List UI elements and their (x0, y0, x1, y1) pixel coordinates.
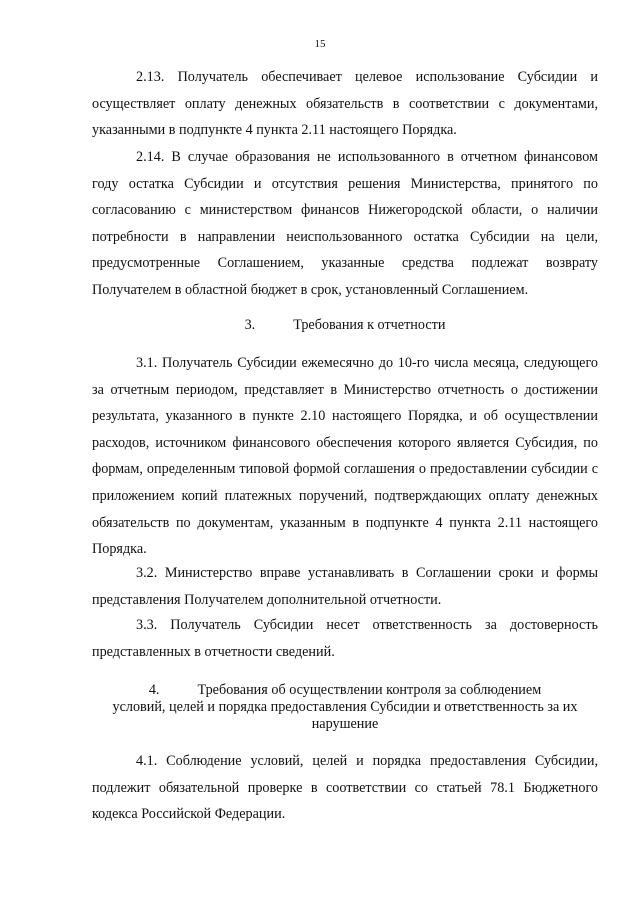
paragraph-3-1: 3.1. Получатель Субсидии ежемесячно до 10-го числа месяца, следующего за отчетным периодом, представляет в Министерство отчетность о достижении результата, указанного в пункте 2.10 настоящего Порядка, и об осуществлении расходов, источником финансового обеспечения которого является Субсидия, по формам, определенным типовой формой соглашения о предоставлении субсидии с приложением копий платежных поручений, подтверждающих оплату денежных обязательств по документам, указанным в подпункте 4 пункта 2.11 настоящего Порядка. (92, 355, 598, 558)
paragraph-4-1: 4.1. Соблюдение условий, целей и порядка предоставления Субсидии, подлежит обязательной проверке в соответствии со статьей 78.1 Бюджетного кодекса Российской Федерации. (92, 753, 598, 823)
section-4-title-line1: 4. Требования об осуществлении контроля за соблюдением (148, 682, 542, 698)
section-4-heading (92, 682, 598, 733)
section-4-title-line2: условий, целей и порядка предоставления Субсидии и ответственность за их (112, 699, 578, 715)
paragraph-2-13: 2.13. Получатель обеспечивает целевое использование Субсидии и осуществляет оплату денежных обязательств в соответствии с документами, указанными в подпункте 4 пункта 2.11 настоящего Порядка. (92, 69, 598, 139)
section-3-heading (92, 317, 598, 334)
page-number: 15 (314, 38, 326, 50)
section-3-number: 3. (244, 317, 256, 333)
section-3-title: Требования к отчетности (293, 317, 446, 333)
section-4-number: 4. (148, 682, 160, 698)
paragraph-3-3: 3.3. Получатель Субсидии несет ответственность за достоверность представленных в отчетности сведений. (92, 617, 598, 660)
paragraph-3-2: 3.2. Министерство вправе устанавливать в Соглашении сроки и формы представления Получателем дополнительной отчетности. (92, 565, 598, 608)
paragraph-2-14: 2.14. В случае образования не использованного в отчетном финансовом году остатка Субсидии и отсутствия решения Министерства, принятого по согласованию с министерством финансов Нижегородской области, о наличии потребности в направлении неиспользованного остатка Субсидии на цели, предусмотренные Соглашением, указанные средства подлежат возврату Получателем в областной бюджет в срок, установленный Соглашением. (92, 149, 598, 298)
section-4-title-line3: нарушение (311, 716, 379, 732)
